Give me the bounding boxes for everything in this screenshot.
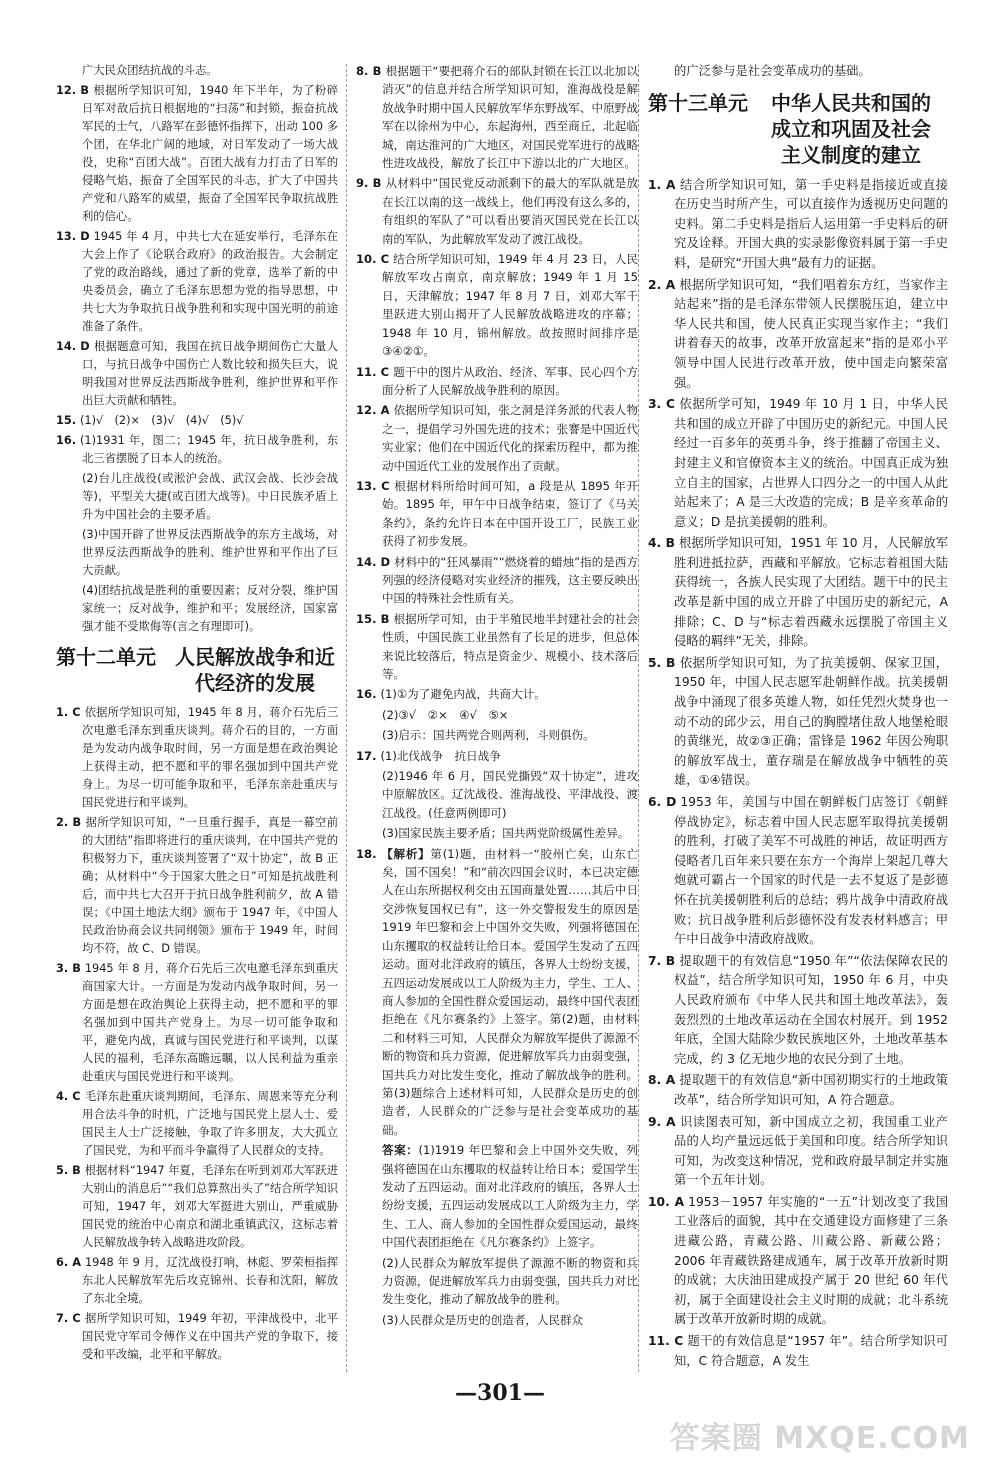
answer-item: 18. 【解析】第(1)题，由材料一“胶州亡矣，山东亡矣，国不国矣！”和“前次四国会议时，本已决定德人在山东所据权利交由五国商量处置……其后中日交涉恢复国权已有”，这一外交警报发生的原因是 1919 年巴黎和会上中国外交失败，列强将德国在山东攫取的权益转让给日本。爱国学生发动了五四运动。面对北洋政府的镇压，各界人士纷纷支援，五四运动发展成以工人阶级为主力，学生、工人、商人参加的全国性群众爱国运动，最终中国代表团拒绝在《凡尔赛条约》上签字。第(2)题，由材料二和材料三可知，人民群众为解放军提供了源源不断的物资和兵力资源，促进解放军兵力由弱变强，国共兵力对比发生变化，推动了解放战争的胜利。第(3)题综合上述材料可知，人民群众是历史的创造者，人民群众的广泛参与是社会变革成功的基础。 <box>356 846 638 1137</box>
answer-item: 13. D 1945 年 4 月，中共七大在延安举行，毛泽东在大会上作了《论联合政府》的政治报告。大会制定了党的政治路线，通过了新的党章，选举了新的中央委员会，确立了毛泽东思想为党的指导思想，中共七大为争取抗日战争胜利和实现中国光明的前途准备了条件。 <box>56 230 338 333</box>
unit-heading <box>648 90 948 168</box>
column-right <box>648 62 948 1373</box>
answer-item: 10. A 1953－1957 年实施的“一五”计划改变了我国工业落后的面貌，其中在交通建设方面修建了三条进藏公路，青藏公路、川藏公路、新藏公路；2006 年青藏铁路建成通车，属于改革开放新时期的成就；大庆油田建成投产属于 20 世纪 60 年代初，属于全面建设社会主义时期的成就；北斗系统属于改革开放新时期的成就。 <box>648 1194 948 1327</box>
answer-item: 15. (1)√ (2)× (3)√ (4)√ (5)√ <box>56 414 244 427</box>
column-left <box>56 62 338 1366</box>
answer-item: 17. (1)北伐战争 抗日战争 <box>356 748 501 763</box>
answer-item: 1. C 依据所学知识可知，1945 年 8 月，蒋介石先后三次电邀毛泽东到重庆谈判。蒋介石的目的，一方面是为发动内战争取时间，另一方面是想在政治舆论上获得主动，把不愿和平的罪名强加到中国共产党身上。为尽一切可能争取和平，毛泽东亲赴重庆与国民党进行和平谈判。 <box>56 706 338 809</box>
column-divider <box>346 64 347 1372</box>
answer-item: 2. A 根据所学知识可知，“我们唱着东方红，当家作主站起来”指的是毛泽东带领人民摆脱压迫，建立中华人民共和国，使人民真正实现当家作主；“我们讲着春天的故事，改革开放富起来”指的是邓小平领导中国人民进行改革开放，使中国走向繁荣富强。 <box>648 277 948 390</box>
answer-item: 11. C 题干中的图片从政治、经济、军事、民心四个方面分析了人民解放战争胜利的原因。 <box>356 364 639 397</box>
watermark: 答案圈 MXQE.COM <box>669 1421 970 1456</box>
answer-item: 3. B 1945 年 8 月，蒋介石先后三次电邀毛泽东到重庆商国家大计。一方面是为发动内战争取时间，另一方面是想在政治舆论上获得主动，把不愿和平的罪名强加到中国共产党身上。为尽一切可能争取和平，避免内战，真诚与国民党进行和平谈判，以谋人民的福利，毛泽东高瞻远瞩，以人民利益为重亲赴重庆与国民党进行和平谈判。 <box>56 962 338 1083</box>
unit-label: 第十二单元 <box>56 645 156 669</box>
paragraph: 答案：(1)1919 年巴黎和会上中国外交失败，列强将德国在山东攫取的权益转让给日本；爱国学生发动了五四运动。面对北洋政府的镇压，各界人士纷纷支援，五四运动发展成以工人阶级为主力，学生、工人、商人参加的全国性群众爱国运动，最终中国代表团拒绝在《凡尔赛条约》上签字。 <box>382 1143 639 1250</box>
answer-item: 5. B 根据材料“1947 年夏，毛泽东在听到刘邓大军跃进大别山的消息后”“我们总算熬出头了”结合所学知识可知，1947 年，刘邓大军挺进大别山，严重威胁国民党的统治中心南京和湖北重镇武汉，这标志着人民解放战争转入战略进攻阶段。 <box>56 1164 338 1249</box>
answer-item: 14. D 材料中的“狂风暴雨”“燃烧着的蜡烛”指的是西方列强的经济侵略对实业经济的摧残，这主要反映出中国的特殊社会性质有关。 <box>356 554 638 606</box>
paragraph: 广大民众团结抗战的斗志。 <box>82 64 218 77</box>
unit-heading <box>56 644 338 696</box>
paragraph: (3)人民群众是历史的创造者，人民群众 <box>382 1312 584 1327</box>
answer-page <box>56 62 956 1382</box>
paragraph: (3)中国开辟了世界反法西斯战争的东方主战场，对世界反法西斯战争的胜利、维护世界和平作出了巨大贡献。 <box>82 528 338 577</box>
paragraph: (2)人民群众为解放军提供了源源不断的物资和兵力资源，促进解放军兵力由弱变强，国共兵力对比发生变化，推动了解放战争的胜利。 <box>382 1255 638 1307</box>
answer-item: 11. C 题干的有效信息是“1957 年”。结合所学知识可知，C 符合题意，A 发生 <box>648 1334 949 1368</box>
paragraph: (3)启示：国共两党合则两利，斗则俱伤。 <box>382 728 595 743</box>
answer-item: 15. B 根据所学可知，由于半殖民地半封建社会的社会性质，中国民族工业虽然有了长足的进步，但总体来说比较落后，特点是资金少、规模小、技术落后等。 <box>356 611 639 681</box>
page-number: —301— <box>455 1380 545 1406</box>
answer-item: 12. B 根据所学知识可知，1940 年下半年，为了粉碎日军对敌后抗日根据地的“扫荡”和封锁，振奋抗战军民的士气，八路军在彭德怀指挥下，出动 100 多个团，在华北广阔的地域，对日军发动了一场大战役，史称“百团大战”。百团大战有力打击了日军的侵略气焰，振奋了全国军民的斗志，扩大了中国共产党和八路军的威望，振奋了全国军民争取抗战胜利的信心。 <box>56 84 338 223</box>
paragraph: (3)国家民族主要矛盾；国共两党阶级属性差异。 <box>382 826 630 841</box>
answer-item: 4. B 根据所学知识可知，1951 年 10 月，人民解放军胜利进抵拉萨，西藏和平解放。它标志着祖国大陆获得统一，各族人民实现了大团结。题干中的民主改革是新中国的成立开辟了中国历史的新纪元，A 排除；C、D 与“标志着西藏永远摆脱了帝国主义侵略的羁绊”无关，排除。 <box>648 536 948 649</box>
paragraph: (2)③√ ②× ④√ ⑤× <box>382 707 509 722</box>
answer-item: 16. (1)①为了避免内战，共商大计。 <box>356 687 546 702</box>
answer-item: 8. B 根据题干“要把蒋介石的部队封锁在长江以北加以消灭”的信息并结合所学知识可知，淮海战役是解放战争时期中国人民解放军华东野战军、中原野战军在以徐州为中心，东起海州，西至商丘，北起临城，南达淮河的广大地区，对国民党军进行的战略性进攻战役，解放了长江中下游以北的广大地区。 <box>356 64 638 171</box>
answer-item: 7. B 提取题干的有效信息“1950 年”“依法保障农民的权益”，结合所学知识可知，1950 年 6 月，中央人民政府颁布《中华人民共和国土地改革法》，轰轰烈烈的土地改革运动在全国农村展开。到 1952 年底，全国大陆除少数民族地区外，土地改革基本完成，约 3 亿无地少地的农民分到了土地。 <box>648 953 948 1066</box>
answer-item: 4. C 毛泽东赴重庆谈判期间，毛泽东、周恩来等充分利用合法斗争的时机，广泛地与国民党上层人士、爱国民主人士广泛接触，争取了许多朋友，大大孤立了国民党，为和平而斗争赢得了人民群众的支持。 <box>56 1090 338 1157</box>
answer-item: 9. B 从材料中“国民党反动派剩下的最大的军队就是放在长江以南的这一战线上，他们再没有这么多的，有组织的军队了”可以看出要消灭国民党在长江以南的军队，为此解放军发动了渡江战役。 <box>356 176 638 246</box>
answer-item: 10. C 结合所学知识可知，1949 年 4 月 23 日，人民解放军攻占南京，南京解放；1949 年 1 月 15 日，天津解放；1947 年 8 月 7 日，刘邓大军千里跃进大别山揭开了人民解放战略进攻的序幕；1948 年 10 月，锦州解放。故按照时间排序是③④②①。 <box>356 252 639 359</box>
unit-title: 人民解放战争和近代经济的发展 <box>175 645 335 695</box>
answer-item: 5. B 依据所学知识可知，为了抗美援朝、保家卫国，1950 年，中国人民志愿军赴朝鲜作战。抗美援朝战争中涌现了很多英雄人物，如任凭烈火焚身也一动不动的邱少云，用自己的胸膛堵住敌人地堡枪眼的黄继光，故②③正确；雷锋是 1962 年因公殉职的解放军战士，董存瑞是在解放战争中牺牲的英雄，①④错误。 <box>648 655 948 788</box>
unit-title: 中华人民共和国的成立和巩固及社会主义制度的建立 <box>771 90 931 167</box>
answer-item: 9. A 识读图表可知，新中国成立之初，我国重工业产品的人均产量远远低于美国和印度。结合所学知识可知，为改变这种情况，党和政府最早制定并实施第一个五年计划。 <box>648 1114 948 1188</box>
column-divider <box>638 64 639 1372</box>
column-middle <box>356 62 638 1331</box>
answer-item: 12. A 依据所学知识可知，张之洞是洋务派的代表人物之一，提倡学习外国先进的技术；张謇是中国近代实业家；他们在中国近代化的探索历程中，都为推动中国近代工业的发展作出了贡献。 <box>356 403 638 473</box>
answer-item: 16. (1)1931 年，图二；1945 年，抗日战争胜利，东北三省摆脱了日本人的统治。 <box>56 434 338 465</box>
paragraph: 的广泛参与是社会变革成功的基础。 <box>674 64 871 78</box>
answer-item: 1. A 结合所学知识可知，第一手史料是指接近或直接在历史当时所产生，可以直接作为透视历史问题的史料。第二手史料是指后人运用第一手史料后的研究及诠释。开国大典的实录影像资料属于第一手史料，是研究“开国大典”最有力的证据。 <box>648 177 948 270</box>
paragraph: (2)1946 年 6 月，国民党撕毁“双十协定”，进攻中原解放区。辽沈战役、淮海战役、平津战役、渡江战役。(任意两例即可) <box>382 769 638 820</box>
answer-item: 2. B 据所学知识可知，“一旦重行握手，真是一幕空前的大团结”指即将进行的重庆谈判，在中国共产党的积极努力下，重庆谈判签署了“双十协定”，故 B 正确；从材料中“今于国家大胜之日”可知是抗战胜利后，而中共七大召开于抗日战争胜利前夕，故 A 错误；《中国土地法大纲》颁布于 1947 年，《中国人民政治协商会议共同纲领》颁布于 1949 年，时间均不符，故 C、D 错误。 <box>56 816 338 955</box>
paragraph: (2)台儿庄战役(或淞沪会战、武汉会战、长沙会战等)，平型关大捷(或百团大战等)。中日民族矛盾上升为中国社会的主要矛盾。 <box>82 472 338 521</box>
answer-item: 8. A 提取题干的有效信息“新中国初期实行的土地政策改革”，结合所学知识可知，A 符合题意。 <box>648 1073 948 1107</box>
unit-label: 第十三单元 <box>648 90 748 115</box>
paragraph: (4)团结抗战是胜利的重要因素；反对分裂，维护国家统一；反对战争，维护和平；发展经济，国家富强才能不受欺侮等(言之有理即可)。 <box>82 584 338 633</box>
answer-item: 14. D 根据题意可知，我国在抗日战争期间伤亡大量人口，与抗日战争中国伤亡人数比较和损失巨大，说明我国对世界反法西斯战争胜利，维护世界和平作出巨大贡献和牺牲。 <box>56 340 338 407</box>
answer-item: 13. C 根据材料所给时间可知，a 段是从 1895 年开始。1895 年，甲午中日战争结束，签订了《马关条约》，条约允许日本在中国开设工厂，民族工业获得了初步发展。 <box>356 478 638 549</box>
answer-item: 3. C 依据所学可知，1949 年 10 月 1 日，中华人民共和国的成立开辟了中国历史的新纪元。中国人民经过一百多年的英勇斗争，终于推翻了帝国主义、封建主义和官僚资本主义的统治。中国真正成为独立自主的国家，占世界人口四分之一的中国人从此站起来了；A 是三大改造的完成；B 是辛亥革命的意义；D 是抗美援朝的胜利。 <box>648 397 948 529</box>
answer-item: 6. D 1953 年，美国与中国在朝鲜板门店签订《朝鲜停战协定》，标志着中国人民志愿军取得抗美援朝的胜利，打破了美军不可战胜的神话，故证明西方侵略者几百年来只要在东方一个海岸上架起几尊大炮就可霸占一个国家的时代是一去不复返了是彭德怀在抗美援朝胜利后的总结；鸦片战争中清政府战败；抗日战争胜利后彭德怀没有发表材料感言；甲午中日战争中清政府战败。 <box>648 795 948 947</box>
answer-item: 6. A 1948 年 9 月，辽沈战役打响，林彪、罗荣桓指挥东北人民解放军先后攻克锦州、长春和沈阳，解放了东北全境。 <box>56 1256 339 1305</box>
answer-item: 7. C 据所学知识可知，1949 年初，平津战役中，北平国民党守军司令傅作义在中国共产党的争取下，接受和平改编，北平和平解放。 <box>56 1312 338 1361</box>
